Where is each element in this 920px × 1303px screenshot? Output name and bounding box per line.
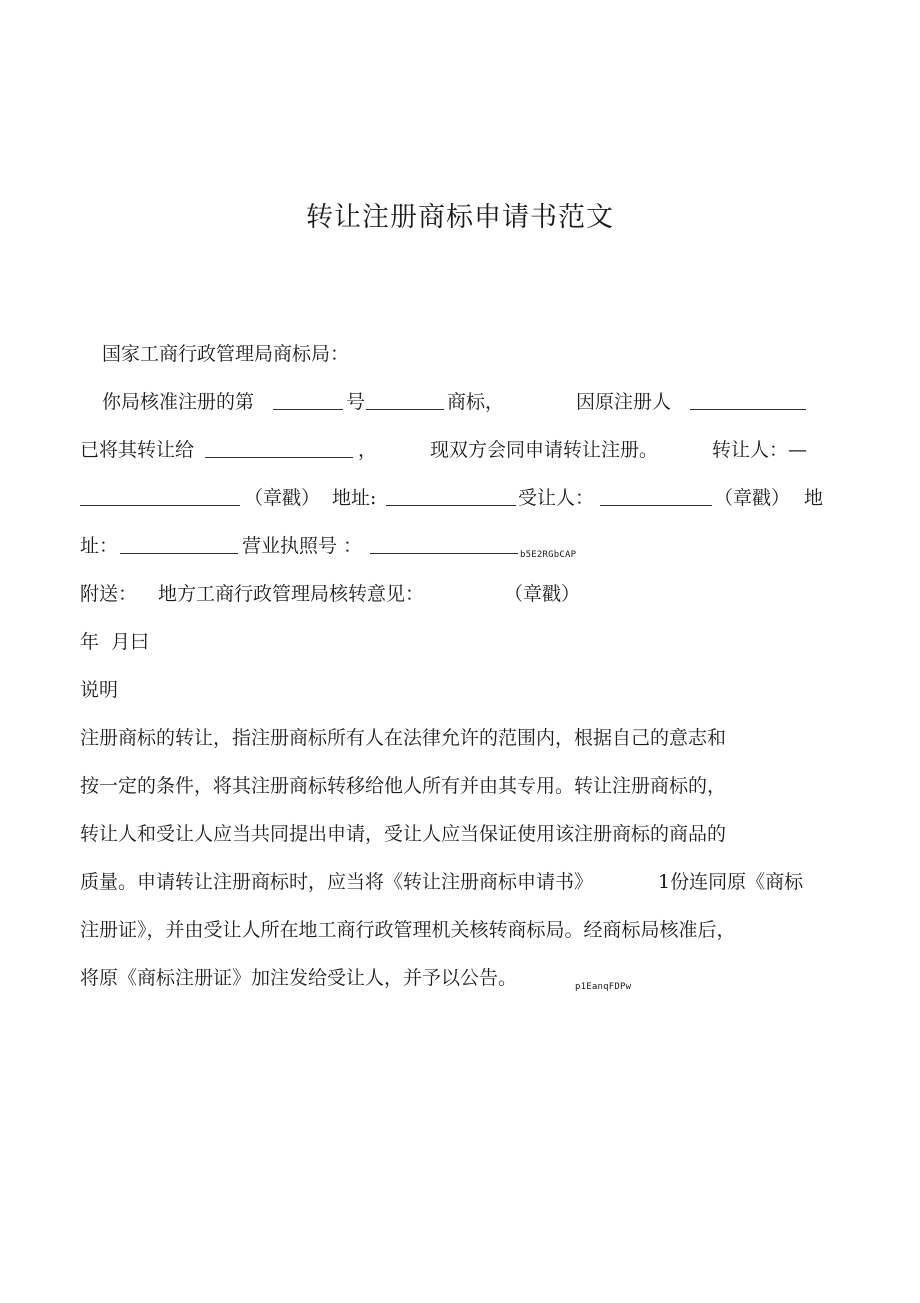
- line1-text-c: 商标，: [447, 391, 505, 413]
- transferor-address-label: 地址:: [332, 487, 377, 509]
- line4-text-a: 址：: [80, 535, 119, 557]
- attachment-text: 地方工商行政管理局核转意见：: [158, 583, 425, 605]
- transferee-name-blank: [600, 488, 712, 506]
- trademark-name-blank: [366, 392, 444, 410]
- salutation: 国家工商行政管理局商标局：: [102, 343, 350, 365]
- business-license-label: 营业执照号 ：: [242, 535, 363, 557]
- original-registrant-blank: [690, 392, 806, 410]
- date-text: 年 月曰: [80, 631, 150, 653]
- line1-text-d: 因原注册人: [576, 391, 672, 413]
- transferee-blank: [205, 440, 353, 458]
- transferee-label: 受让人：: [518, 487, 595, 509]
- line1-text-a: 你局核准注册的第: [102, 391, 255, 413]
- transferee-address-blank: [120, 536, 238, 554]
- business-license-blank: [370, 536, 518, 554]
- explanation-heading: 说明: [80, 679, 119, 701]
- line2-text-c: 现双方会同申请转让注册。: [430, 439, 659, 461]
- explanation-text: 转让人和受让人应当共同提出申请，受让人应当保证使用该注册商标的商品的: [80, 823, 727, 845]
- doc-code-2: p1EanqFDPw: [575, 982, 632, 992]
- line2-text-b: ，: [358, 439, 378, 461]
- transferor-blank: [80, 488, 240, 506]
- line3-text-end: 地: [804, 487, 824, 509]
- document-title: 转让注册商标申请书范文: [306, 202, 614, 233]
- doc-code-1: b5E2RGbCAP: [520, 550, 577, 560]
- explanation-text: 1份连同原《商标: [658, 871, 804, 893]
- explanation-text: 注册证》，并由受让人所在地工商行政管理机关核转商标局。经商标局核准后，: [80, 919, 736, 941]
- transferee-seal: （章戳）: [714, 487, 791, 509]
- attachment-label: 附送：: [80, 583, 138, 605]
- line2-text-a: 已将其转让给: [80, 439, 195, 461]
- transferor-address-blank: [386, 488, 516, 506]
- line2-text-d: 转让人：—: [712, 439, 808, 461]
- attachment-seal: （章戳）: [504, 583, 581, 605]
- explanation-text: 质量。申请转让注册商标时，应当将《转让注册商标申请书》: [80, 871, 594, 893]
- registration-number-blank: [273, 392, 343, 410]
- explanation-text: 将原《商标注册证》加注发给受让人，并予以公告。: [80, 967, 518, 989]
- explanation-text: 注册商标的转让，指注册商标所有人在法律允许的范围内，根据自己的意志和: [80, 727, 727, 749]
- transferor-seal: （章戳）: [244, 487, 321, 509]
- line1-text-b: 号: [346, 391, 366, 413]
- explanation-text: 按一定的条件，将其注册商标转移给他人所有并由其专用。转让注册商标的，: [80, 775, 727, 797]
